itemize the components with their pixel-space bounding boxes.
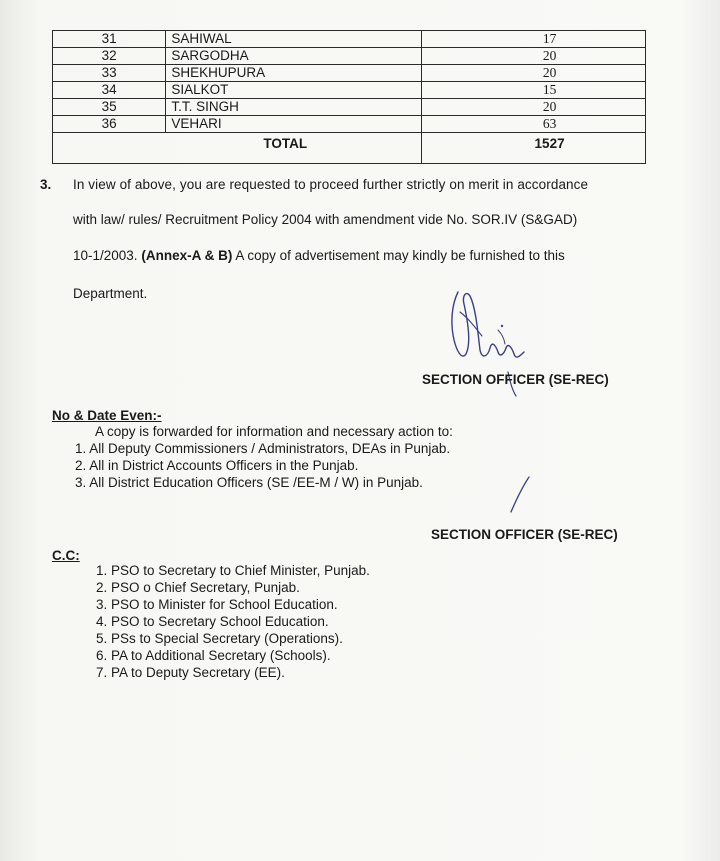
section-officer-title: SECTION OFFICER (SE-REC) <box>422 372 609 387</box>
total-value: 1527 <box>422 133 646 164</box>
table-row <box>53 48 646 65</box>
table-row <box>53 116 646 133</box>
table-row <box>53 31 646 48</box>
value-cell: 15 <box>422 82 646 99</box>
district-cell: T.T. SINGH <box>166 99 422 116</box>
list-item: 1. All Deputy Commissioners / Administrators, DEAs in Punjab. <box>75 441 451 456</box>
endorsement-heading: No & Date Even:- <box>52 408 162 423</box>
value-cell: 63 <box>422 116 646 133</box>
district-cell: SARGODHA <box>166 48 422 65</box>
paragraph-number: 3. <box>40 177 52 192</box>
district-cell: VEHARI <box>166 116 422 133</box>
list-item: 6. PA to Additional Secretary (Schools). <box>96 648 331 663</box>
list-item: 2. All in District Accounts Officers in the Punjab. <box>75 458 359 473</box>
section-officer-title: SECTION OFFICER (SE-REC) <box>431 527 618 542</box>
list-item: 4. PSO to Secretary School Education. <box>96 614 329 629</box>
endorsement-list <box>75 440 450 491</box>
district-cell: SHEKHUPURA <box>166 65 422 82</box>
list-item: 5. PSs to Special Secretary (Operations). <box>96 631 343 646</box>
total-row <box>53 133 646 164</box>
cc-list <box>96 562 370 681</box>
list-item: 1. PSO to Secretary to Chief Minister, Punjab. <box>96 563 370 578</box>
district-table <box>52 30 646 164</box>
serial-number-cell: 34 <box>53 82 166 99</box>
value-cell: 20 <box>422 48 646 65</box>
district-cell: SAHIWAL <box>166 31 422 48</box>
paragraph-line-3 <box>73 248 565 263</box>
annex-ref-end: A copy of advertisement may kindly be furnished to this <box>235 248 565 263</box>
paragraph-line-4: Department. <box>73 286 148 301</box>
paragraph-line-2: with law/ rules/ Recruitment Policy 2004 with amendment vide No. SOR.IV (S&GAD) <box>73 212 578 227</box>
endorsement-intro: A copy is forwarded for information and necessary action to: <box>95 424 453 439</box>
initial-signature-mark <box>505 474 535 516</box>
cc-heading: C.C: <box>52 548 80 563</box>
list-item: 2. PSO o Chief Secretary, Punjab. <box>96 580 300 595</box>
serial-number-cell: 33 <box>53 65 166 82</box>
serial-number-cell: 32 <box>53 48 166 65</box>
value-cell: 17 <box>422 31 646 48</box>
serial-number-cell: 35 <box>53 99 166 116</box>
table-row <box>53 82 646 99</box>
value-cell: 20 <box>422 65 646 82</box>
annex-reference: (Annex-A & B) <box>141 248 233 263</box>
list-item: 3. PSO to Minister for School Education. <box>96 597 338 612</box>
annex-ref-start: 10-1/2003. <box>73 248 138 263</box>
table-row <box>53 99 646 116</box>
district-cell: SIALKOT <box>166 82 422 99</box>
table-row <box>53 65 646 82</box>
list-item: 3. All District Education Officers (SE /EE-M / W) in Punjab. <box>75 475 423 490</box>
value-cell: 20 <box>422 99 646 116</box>
list-item: 7. PA to Deputy Secretary (EE). <box>96 665 285 680</box>
serial-number-cell: 36 <box>53 116 166 133</box>
serial-number-cell: 31 <box>53 31 166 48</box>
total-label: TOTAL <box>53 133 422 164</box>
paragraph-line-1: In view of above, you are requested to proceed further strictly on merit in accordance <box>73 177 589 192</box>
